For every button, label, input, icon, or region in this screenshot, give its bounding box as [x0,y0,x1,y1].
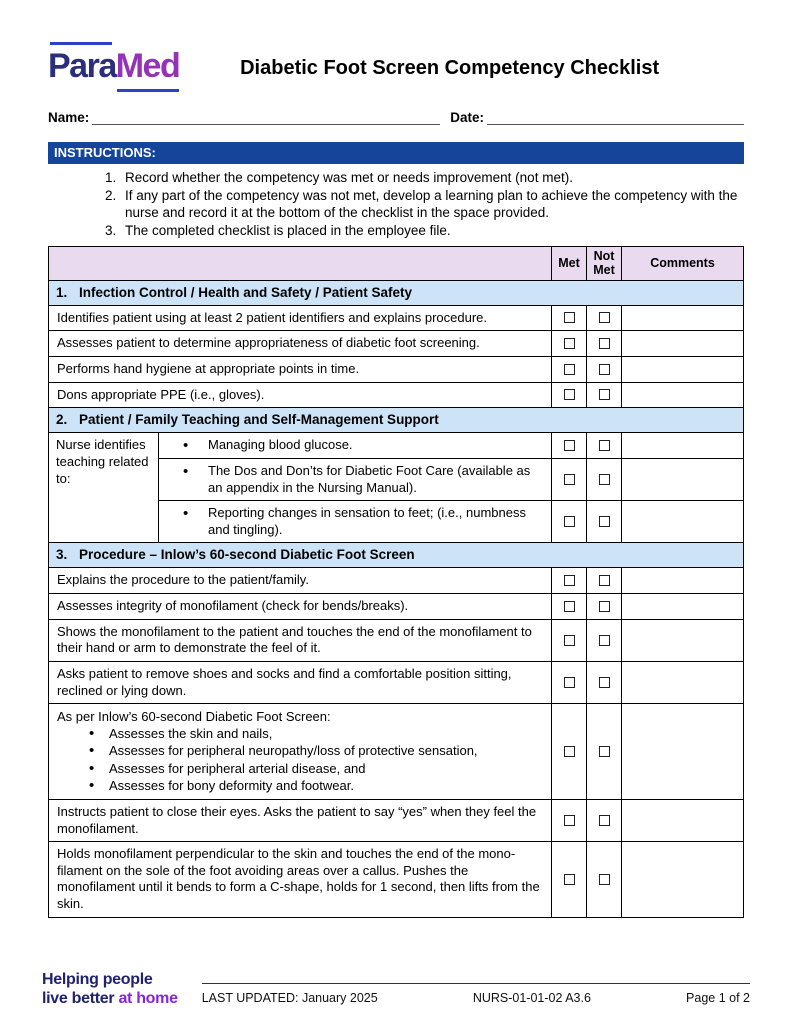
comments-column-header: Comments [622,247,744,281]
instruction-item: 3. The completed checklist is placed in the employee file. [120,222,744,239]
met-checkbox[interactable] [564,635,575,646]
comment-cell[interactable] [622,305,744,331]
section-1-header [49,280,744,305]
bullet-item: • Managing blood glucose. [165,437,545,454]
comment-cell[interactable] [622,842,744,918]
met-cell[interactable] [552,433,587,459]
met-cell[interactable] [552,331,587,357]
instruction-item: 1. Record whether the competency was met or needs improvement (not met). [120,169,744,186]
instructions-list [48,169,744,239]
competency-text [49,704,552,800]
not-met-cell[interactable] [587,357,622,383]
not-met-checkbox[interactable] [599,516,610,527]
met-checkbox[interactable] [564,874,575,885]
comment-cell[interactable] [622,568,744,594]
table-row [49,704,744,800]
table-row [49,842,744,918]
met-checkbox[interactable] [564,815,575,826]
met-cell[interactable] [552,594,587,620]
met-cell[interactable] [552,305,587,331]
instructions-heading: INSTRUCTIONS: [48,142,744,164]
met-cell[interactable] [552,704,587,800]
competency-table [48,246,744,918]
met-column-header: Met [552,247,587,281]
met-cell[interactable] [552,458,587,500]
met-checkbox[interactable] [564,474,575,485]
competency-text: Dons appropriate PPE (i.e., gloves). [49,382,552,408]
logo-underline [117,89,179,92]
not-met-cell[interactable] [587,619,622,661]
met-cell[interactable] [552,501,587,543]
competency-text: Instructs patient to close their eyes. Asks the patient to say “yes” when they feel the monofilament. [49,799,552,841]
page-number: Page 1 of 2 [686,991,750,1006]
not-met-cell[interactable] [587,331,622,357]
comment-cell[interactable] [622,501,744,543]
comment-cell[interactable] [622,661,744,703]
instruction-item: 2. If any part of the competency was not met, develop a learning plan to achieve the competency with the nurse and record it at the bottom of the checklist in the space provided. [120,187,744,221]
competency-text [159,501,552,543]
not-met-cell[interactable] [587,661,622,703]
document-code: NURS-01-01-02 A3.6 [472,991,591,1006]
not-met-checkbox[interactable] [599,338,610,349]
tagline-line2a: live better [42,989,119,1007]
met-checkbox[interactable] [564,389,575,400]
met-cell[interactable] [552,842,587,918]
table-row [49,331,744,357]
section-3-header [49,543,744,568]
competency-text: Asks patient to remove shoes and socks and find a comfortable position sitting, reclined or lying down. [49,661,552,703]
bullet-item: • Assesses the skin and nails, [57,725,543,742]
not-met-checkbox[interactable] [599,601,610,612]
bullet-item: • Assesses for peripheral arterial disease, and [57,760,543,777]
bullet-item: • Assesses for peripheral neuropathy/loss of protective sensation, [57,742,543,759]
comment-cell[interactable] [622,433,744,459]
last-updated-text: LAST UPDATED: January 2025 [201,991,378,1006]
table-row [49,382,744,408]
not-met-checkbox[interactable] [599,474,610,485]
comment-cell[interactable] [622,704,744,800]
not-met-cell[interactable] [587,568,622,594]
bullet-item: • The Dos and Don’ts for Diabetic Foot Care (available as an appendix in the Nursing Manual). [165,463,545,496]
teaching-row-label: Nurse identifies teaching related to: [49,433,159,543]
met-cell[interactable] [552,661,587,703]
name-label: Name: [48,110,90,125]
met-checkbox[interactable] [564,440,575,451]
not-met-cell[interactable] [587,594,622,620]
met-checkbox[interactable] [564,575,575,586]
name-field[interactable] [92,108,440,125]
not-met-cell[interactable] [587,842,622,918]
logo-top-line [50,42,112,45]
competency-text: Holds monofilament perpendicular to the skin and touches the end of the mono-filament on the sole of the foot avoiding areas over a callus. Pushes the monofilament until it bends to form a C-shape, holds for 1 second, then lifts from the skin. [49,842,552,918]
logo-text-med: Med [115,47,180,85]
competency-text: Shows the monofilament to the patient and touches the end of the monofilament to their hand or arm to demonstrate the feel of it. [49,619,552,661]
footer-info [202,971,750,1005]
not-met-checkbox[interactable] [599,575,610,586]
competency-text: Explains the procedure to the patient/family. [49,568,552,594]
tagline-line1: Helping people [42,971,153,989]
met-checkbox[interactable] [564,677,575,688]
section-number: 3. [56,547,68,563]
table-row [49,305,744,331]
not-met-cell[interactable] [587,433,622,459]
name-date-row [48,108,744,125]
not-met-cell[interactable] [587,704,622,800]
header-spacer [49,247,552,281]
not-met-checkbox[interactable] [599,635,610,646]
met-checkbox[interactable] [564,312,575,323]
page-header [48,42,744,92]
brand-tagline [42,971,178,1008]
page-footer [42,971,750,1008]
met-checkbox[interactable] [564,516,575,527]
section-title: Patient / Family Teaching and Self-Management Support [79,412,439,428]
multi-row-intro: As per Inlow’s 60-second Diabetic Foot Screen: [57,709,331,725]
not-met-column-header: Not Met [587,247,622,281]
met-cell[interactable] [552,619,587,661]
met-checkbox[interactable] [564,338,575,349]
met-cell[interactable] [552,357,587,383]
not-met-checkbox[interactable] [599,389,610,400]
section-title: Infection Control / Health and Safety / Patient Safety [79,284,413,300]
competency-text: Assesses patient to determine appropriateness of diabetic foot screening. [49,331,552,357]
table-row [49,661,744,703]
not-met-cell[interactable] [587,305,622,331]
logo-text-para: Para [48,47,116,85]
section-number: 2. [56,412,68,428]
not-met-checkbox[interactable] [599,746,610,757]
section-2-header [49,408,744,433]
not-met-checkbox[interactable] [599,364,610,375]
date-label: Date: [450,110,485,125]
not-met-cell[interactable] [587,501,622,543]
competency-text: Identifies patient using at least 2 patient identifiers and explains procedure. [49,305,552,331]
met-cell[interactable] [552,799,587,841]
table-row [49,433,744,459]
section-number: 1. [56,284,68,300]
not-met-cell[interactable] [587,458,622,500]
bullet-item: • Reporting changes in sensation to feet; (i.e., numbness and tingling). [165,505,545,538]
not-met-checkbox[interactable] [599,312,610,323]
table-row [49,594,744,620]
comment-cell[interactable] [622,382,744,408]
bullet-item: • Assesses for bony deformity and footwear. [57,777,543,794]
not-met-checkbox[interactable] [599,440,610,451]
not-met-cell[interactable] [587,799,622,841]
tagline-line2b: at home [118,989,178,1007]
section-title: Procedure – Inlow’s 60-second Diabetic Foot Screen [79,547,415,563]
met-checkbox[interactable] [564,364,575,375]
met-checkbox[interactable] [564,601,575,612]
met-cell[interactable] [552,382,587,408]
met-checkbox[interactable] [564,746,575,757]
comment-cell[interactable] [622,799,744,841]
page-title: Diabetic Foot Screen Competency Checklist [240,57,660,79]
competency-text [159,458,552,500]
table-header-row [49,247,744,281]
competency-text [159,433,552,459]
table-row [49,568,744,594]
not-met-checkbox[interactable] [599,677,610,688]
comment-cell[interactable] [622,331,744,357]
table-row [49,799,744,841]
table-row [49,619,744,661]
not-met-cell[interactable] [587,382,622,408]
comment-cell[interactable] [622,357,744,383]
comment-cell[interactable] [622,594,744,620]
met-cell[interactable] [552,568,587,594]
comment-cell[interactable] [622,458,744,500]
competency-text: Assesses integrity of monofilament (check for bends/breaks). [49,594,552,620]
not-met-checkbox[interactable] [599,815,610,826]
competency-text: Performs hand hygiene at appropriate points in time. [49,357,552,383]
not-met-checkbox[interactable] [599,874,610,885]
comment-cell[interactable] [622,619,744,661]
date-field[interactable] [487,108,744,125]
table-row [49,357,744,383]
paramed-logo [48,42,183,92]
